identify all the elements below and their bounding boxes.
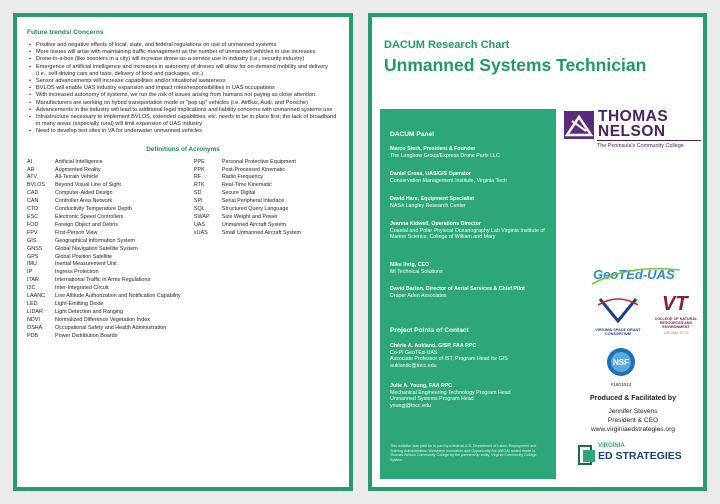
- acronym-row: [27, 159, 194, 167]
- chart-subtitle: DACUM Research Chart: [384, 39, 510, 51]
- acronym-abbr: LIDAR: [27, 308, 43, 315]
- acronym-definition: Inertial Measurement Unit: [55, 261, 117, 268]
- panel-member: David Barton, Director of Aerial Services & Chief Pilot Draper Aden Associates: [390, 286, 525, 299]
- acronym-row: [27, 230, 194, 238]
- acronym-definition: Unmanned Aircraft System: [221, 221, 287, 228]
- acronym-abbr: RTK: [193, 182, 205, 189]
- panel-member: Daniel Cross, UAS/GIS Operator Conservation Management Institute, Virginia Tech: [390, 171, 507, 184]
- acronym-column-1: [27, 159, 194, 341]
- panel-member: Jeanna Kidwell, Operations Director Coastal and Polar Physical Oceanography Lab Virginia Institute of Marine Science, College of William and Mary: [390, 221, 545, 241]
- panel-member: Marco Sterk, President & Founder The Longbow Group/Express Drone Parts LLC: [390, 146, 500, 159]
- virginia-ed-strategies-logo: VIRGINIA ED STRATEGIES: [578, 442, 698, 474]
- acronym-abbr: CAN: [27, 198, 39, 205]
- trend-item: • Positive and negative effects of local, state, and federal regulations on use of unmanned systems: [36, 42, 339, 49]
- email-link[interactable]: youngj@tncc.edu: [390, 402, 432, 409]
- trend-item: • BVLOS will enable UAS industry expansion and impact roles/responsibilities in UAS occupations: [36, 85, 339, 92]
- produced-heading: Produced & Facilitated by: [590, 395, 676, 402]
- acronym-definition: International Traffic in Arms Regulations: [55, 277, 151, 284]
- contact-block: Chérie A. Aukland, GISP, FAA RPC Co-PI GeoTEd-UAS Associate Professor of IST, Program Head for GIS auklandc@tncc.edu: [390, 343, 552, 369]
- acronym-definition: Occupational Safety and Health Administration: [55, 324, 167, 331]
- acronym-abbr: PPK: [193, 166, 205, 173]
- acronym-definition: Geographical Information System: [55, 237, 135, 244]
- acronym-row: [27, 214, 194, 222]
- acronym-abbr: ITAR: [27, 277, 39, 284]
- acronym-definition: Serial Peripheral Interface: [221, 198, 285, 205]
- trend-item: • Advancements in the industry will lead to additional legal implications and liability concerns with unmanned systems use: [36, 107, 339, 114]
- acronym-row: [27, 301, 194, 309]
- nsf-logo: NSF #1601614: [606, 347, 636, 387]
- acronym-definition: Foreign Object and Debris: [55, 221, 118, 228]
- acronym-abbr: GIS: [27, 237, 37, 244]
- acronym-definition: Light Detection and Ranging: [55, 308, 124, 315]
- trend-item: • Drone-in-a-box (like scooters in a city) will increase drone-as-a-service use in industry (i.e., security industry): [36, 56, 339, 63]
- acronym-row: [194, 230, 339, 238]
- acronym-row: [27, 293, 194, 301]
- acronym-definition: Conductivity Temperature Depth: [55, 206, 132, 213]
- acronym-abbr: GPS: [27, 253, 39, 260]
- acronym-abbr: FOD: [27, 221, 39, 228]
- acronym-definition: Beyond Visual Line of Sight: [55, 182, 121, 189]
- acronym-definition: Low Altitude Authorization and Notification Capability: [55, 293, 181, 300]
- acronym-row: [194, 182, 339, 190]
- acronym-abbr: CTD: [27, 206, 39, 213]
- acronym-row: [27, 238, 194, 246]
- acronym-abbr: ESC: [27, 213, 39, 220]
- acronym-abbr: NDVI: [27, 316, 40, 323]
- trend-item: • More issues will arise with maintaining traffic management as the number of unmanned vehicles in use increases: [36, 49, 339, 56]
- acronym-definition: Personal Protective Equipment: [221, 158, 296, 165]
- producer-name: Jennifer Stevens: [608, 408, 658, 415]
- acronym-definition: Augmented Reality: [55, 166, 101, 173]
- acronym-abbr: GNSS: [27, 245, 43, 252]
- panel-heading: DACUM Panel: [390, 131, 434, 138]
- acronym-row: [27, 167, 194, 175]
- svg-text:NSF: NSF: [613, 358, 629, 367]
- panel-member: David Hare, Equipment Specialist NASA Langley Research Center: [390, 196, 475, 209]
- trend-item: • Infrastructure necessary to implement BVLOS, extended capabilities, etc. needs to be in place first; the lack of broadband in many areas (especially rural) will limit expansion of UAS industry: [36, 114, 339, 128]
- acronym-definition: Radio Frequency: [221, 174, 263, 181]
- acronyms-heading: Definitions of Acronyms: [146, 145, 220, 153]
- acronym-definition: Computer-Aided Design: [55, 190, 113, 197]
- chart-title: Unmanned Systems Technician: [384, 55, 647, 75]
- acronym-row: [194, 159, 339, 167]
- trends-list: [27, 42, 339, 136]
- acronym-abbr: SD: [193, 190, 202, 197]
- acronym-row: [27, 198, 194, 206]
- acronym-row: [194, 190, 339, 198]
- acronym-abbr: FPV: [27, 229, 38, 236]
- acronym-row: [27, 317, 194, 325]
- acronym-abbr: OSHA: [27, 324, 43, 331]
- trend-item: • Sensor advancements will increase capabilities and/or situational awareness: [36, 78, 339, 85]
- acronym-definition: Post-Processed Kinematic: [221, 166, 286, 173]
- contact-block: Julie A. Young, FAA RPC Mechanical Engineering Technology Program Head Unmanned Systems Program Head youngj@tncc.edu: [390, 383, 552, 409]
- acronym-abbr: RF: [193, 174, 202, 181]
- acronym-abbr: SQL: [193, 206, 205, 213]
- contacts-heading: Project Points of Contact: [390, 327, 469, 334]
- acronym-definition: Electronic Speed Controllers: [55, 213, 124, 220]
- acronym-abbr: IP: [27, 269, 33, 276]
- virginia-tech-logo: VT COLLEGE OF NATURAL RESOURCES AND ENVIRONMENT VIRGINIA TECH: [654, 293, 698, 335]
- acronym-definition: Controller Area Network: [55, 198, 113, 205]
- acronym-row: [194, 214, 339, 222]
- acronym-definition: First-Person View: [55, 229, 98, 236]
- acronym-abbr: BVLOS: [27, 182, 45, 189]
- acronym-abbr: LED: [27, 300, 38, 307]
- acronym-abbr: PDB: [27, 332, 39, 339]
- info-panel: [380, 109, 556, 479]
- vsgc-logo: VIRGINIA SPACE GRANT CONSORTIUM: [594, 295, 642, 345]
- acronym-definition: Artificial Intelligence: [55, 158, 103, 165]
- producer-website[interactable]: www.virginiaedstrategies.org: [591, 426, 675, 433]
- acronym-abbr: I2C: [27, 285, 36, 292]
- acronym-row: [27, 333, 194, 341]
- acronym-table: [27, 159, 339, 341]
- acronym-definition: Size Weight and Power: [221, 213, 278, 220]
- acronym-definition: Structured Query Language: [221, 206, 289, 213]
- acronym-definition: Real-Time Kinematic: [221, 182, 272, 189]
- acronym-row: [27, 206, 194, 214]
- trend-item: • Need to develop test sites in VA for underwater unmanned vehicles: [36, 128, 339, 135]
- panel-member: Mike Ihrig, CEO MI Technical Solutions: [390, 262, 443, 275]
- acronym-abbr: AR: [27, 166, 35, 173]
- acronym-row: [27, 325, 194, 333]
- acronym-definition: Normalized Difference Vegetation Index: [55, 316, 150, 323]
- acronym-row: [27, 269, 194, 277]
- left-page: [13, 13, 353, 491]
- acronym-column-2: [194, 159, 339, 341]
- trend-item: • Manufacturers are working on hybrid transportation mode or "pop up" vehicles (i.e. AirBus, Audi, and Porsche): [36, 100, 339, 107]
- trend-item: • With increased autonomy of systems, we run the risk of issues arising from humans not paying as close attention.: [36, 92, 339, 99]
- acronym-abbr: SWAP: [193, 213, 210, 220]
- acronym-abbr: UAS: [193, 221, 205, 228]
- geoted-logo: GeoTEd-UAS: [593, 267, 675, 282]
- nsf-globe-icon: [606, 347, 636, 377]
- acronym-row: [27, 261, 194, 269]
- acronym-abbr: CAD: [27, 190, 39, 197]
- acronym-definition: Secure Digital: [221, 190, 256, 197]
- acronym-row: [27, 285, 194, 293]
- funding-footnote: This initiative was paid for in part by a federal U.S. Department of Labor, Employment and Training Administration Workforce Innovation and Opportunity Act (WIOA) award made to Thomas Nelson Community College by the partnership entity, Virginia Community College System.: [390, 444, 537, 462]
- acronym-row: [27, 182, 194, 190]
- acronym-definition: Power Distribution Boards: [55, 332, 118, 339]
- producer-role: President & CEO: [607, 417, 659, 424]
- vt-mark-icon: VT: [662, 293, 688, 315]
- acronym-definition: Global Navigation Satellite System: [55, 245, 138, 252]
- acronym-definition: Ingress Protection: [55, 269, 99, 276]
- acronym-definition: Global Position Satellite: [55, 253, 112, 260]
- ves-mark-icon: [578, 444, 596, 466]
- email-link[interactable]: auklandc@tncc.edu: [390, 362, 437, 369]
- acronym-row: [194, 174, 339, 182]
- acronym-definition: Small Unmanned Aircraft System: [221, 229, 301, 236]
- acronym-abbr: sUAS: [193, 229, 208, 236]
- acronym-abbr: AI: [27, 158, 33, 165]
- acronym-abbr: ATV: [27, 174, 38, 181]
- geoted-swoosh-icon: [590, 264, 682, 286]
- acronym-definition: Inter-Integrated Circuit: [55, 285, 109, 292]
- acronym-row: [27, 309, 194, 317]
- acronym-abbr: SPI: [193, 198, 203, 205]
- acronym-row: [27, 246, 194, 254]
- vsgc-icon: [594, 295, 642, 323]
- acronym-abbr: IMU: [27, 261, 37, 268]
- acronym-row: [27, 222, 194, 230]
- acronym-row: [27, 254, 194, 262]
- acronym-abbr: LAANC: [27, 293, 45, 300]
- tn-mark-icon: [564, 111, 594, 139]
- acronym-row: [194, 222, 339, 230]
- acronym-row: [194, 206, 339, 214]
- acronym-abbr: PPE: [193, 158, 205, 165]
- trend-item: • Emergence of artificial intelligence and increases in autonomy of drones will allow for on-demand mobility and delivery (i.e., self-driving cars and taxis, delivery of food and packages, etc.): [36, 64, 339, 78]
- right-page: [368, 13, 707, 491]
- acronym-row: [194, 198, 339, 206]
- thomas-nelson-logo: THOMAS NELSON The Peninsula's Community College: [564, 103, 704, 173]
- tagline: The Peninsula's Community College: [597, 143, 684, 149]
- acronym-definition: All-Terrain Vehicle: [55, 174, 99, 181]
- acronym-row: [27, 174, 194, 182]
- acronym-row: [27, 190, 194, 198]
- acronym-row: [194, 167, 339, 175]
- trends-heading: Future trends/ Concerns: [27, 29, 104, 36]
- acronym-definition: Light-Emitting Diode: [55, 300, 104, 307]
- acronym-row: [27, 277, 194, 285]
